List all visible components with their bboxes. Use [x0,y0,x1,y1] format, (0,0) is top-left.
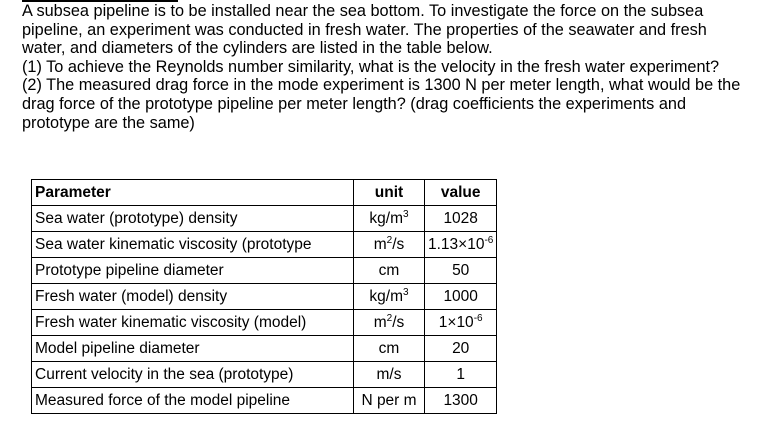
parameters-table [31,179,497,414]
table-row [32,362,497,388]
unit-cell: m/s [354,362,425,388]
value-cell: 20 [425,336,497,362]
header-parameter: Parameter [32,180,354,206]
param-cell: Sea water (prototype) density [32,206,354,232]
table-row [32,336,497,362]
value-cell: $1\times 10^{-6}$ [425,310,497,336]
param-cell: Current velocity in the sea (prototype) [32,362,354,388]
value-cell: 1 [425,362,497,388]
value-cell: 1300 [425,388,497,414]
param-cell: Fresh water kinematic viscosity (model) [32,310,354,336]
param-cell: Fresh water (model) density [32,284,354,310]
table-row [32,310,497,336]
unit-cell: cm [354,258,425,284]
table-header-row [32,180,497,206]
table-body [32,206,497,414]
header-unit: unit [354,180,425,206]
table-row [32,258,497,284]
header-value: value [425,180,497,206]
value-cell: 1028 [425,206,497,232]
value-cell: $1.13\times 10^{-6}$ [425,232,497,258]
unit-cell: $kg/m^3$ [354,206,425,232]
table-row [32,388,497,414]
value-cell: 1000 [425,284,497,310]
problem-statement [22,2,754,132]
value-cell: 50 [425,258,497,284]
unit-cell: N per m [354,388,425,414]
table-row [32,206,497,232]
unit-cell: $m^2/s$ [354,232,425,258]
unit-cell: cm [354,336,425,362]
table-row [32,284,497,310]
table-row [32,232,497,258]
question-1: (1) To achieve the Reynolds number similarity, what is the velocity in the fresh water experiment? [22,57,720,76]
param-cell: Prototype pipeline diameter [32,258,354,284]
param-cell: Model pipeline diameter [32,336,354,362]
unit-cell: $m^2/s$ [354,310,425,336]
problem-intro: A subsea pipeline is to be installed near the sea bottom. To investigate the force on the subsea pipeline, an experiment was conducted in fresh water. The properties of the seawater and fresh water, and diameters of the cylinders are listed in the table below. [22,2,707,58]
param-cell: Sea water kinematic viscosity (prototype [32,232,354,258]
unit-cell: $kg/m^3$ [354,284,425,310]
question-2: (2) The measured drag force in the mode experiment is 1300 N per meter length, what would be the drag force of the prototype pipeline per meter length? (drag coefficients the experiments and prototype are the same) [22,76,741,132]
param-cell: Measured force of the model pipeline [32,388,354,414]
